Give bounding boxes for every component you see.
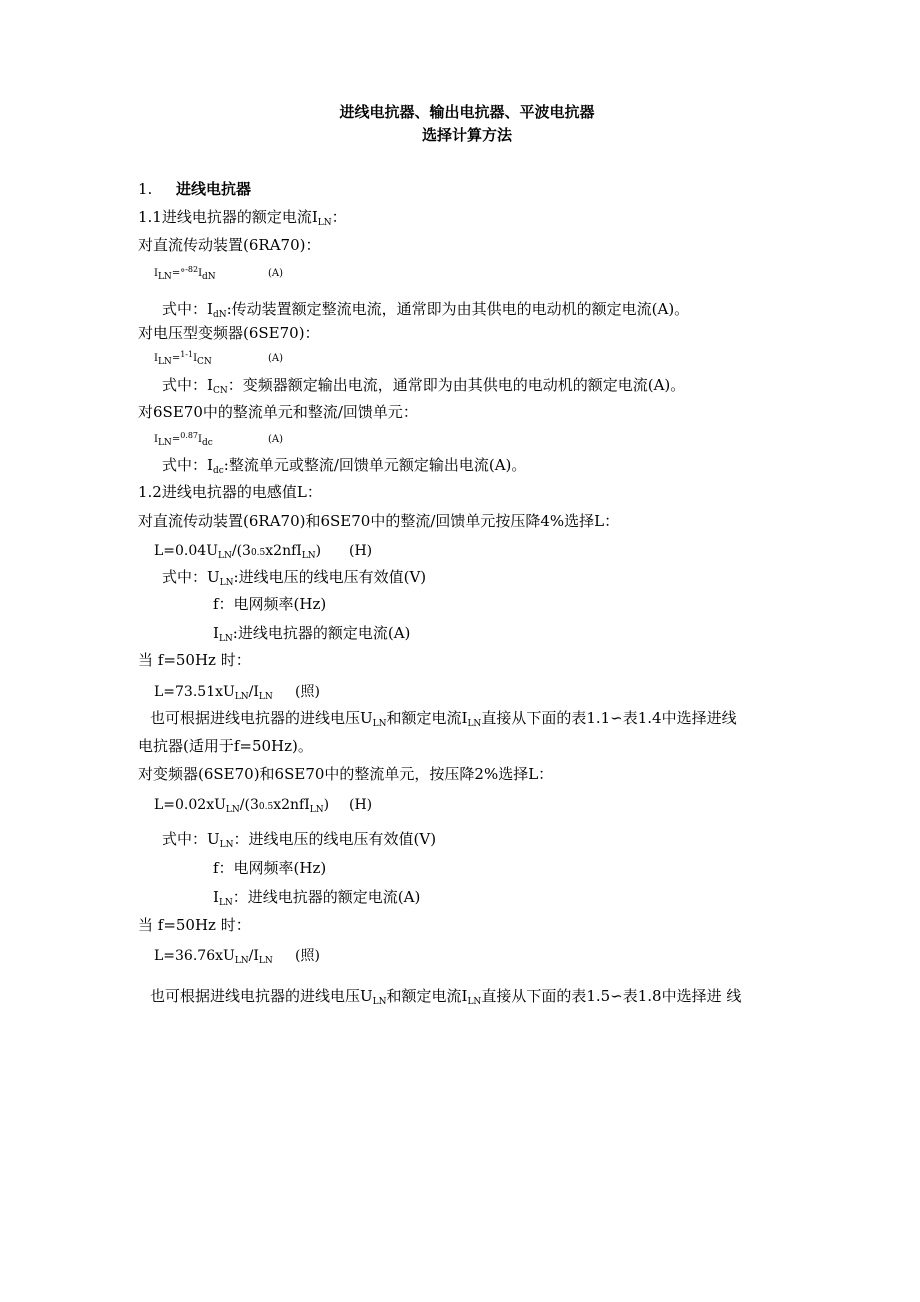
formula-6-desc-i: $I_{LN}$：进线电抗器的额定电流(A) [213,888,421,908]
subsection-1-1: 1.1进线电抗器的额定电流$I_{LN}$： [138,208,347,228]
formula-3: $I_{LN}=^{0.87}I_{dc}$ (A) [154,431,284,448]
formula-1: $I_{LN}=^\circ^{-82}I_{dN}$ (A) [154,265,284,282]
section-title: 进线电抗器 [176,180,252,198]
formula-2-desc: 式中：$I_{CN}$：变频器额定输出电流，通常即为由其供电的电动机的额定电流(A)。 [162,376,686,396]
formula-5-note: (照) [295,684,320,700]
dc-4pct-label: 对直流传动装置(6RA70)和6SE70中的整流/回馈单元按压降4%选择L： [138,512,620,530]
section-heading [138,180,251,198]
document-title: 进线电抗器、输出电抗器、平波电抗器 [339,103,595,121]
alt-selection-2: 也可根据进线电抗器的进线电压$U_{LN}$和额定电流$I_{LN}$直接从下面的表1.5∽表1.8中选择进 线 [150,987,742,1007]
formula-5: $L=73.51xU_{LN}/I_{LN}$ (照) [154,684,320,702]
formula-4-unit: (H) [349,543,373,559]
formula-7: $L=36.76xU_{LN}/I_{LN}$ (照) [154,948,320,966]
alt-selection-1: 也可根据进线电抗器的进线电压$U_{LN}$和额定电流$I_{LN}$直接从下面的表1.1∽表1.4中选择进线 [150,709,737,729]
formula-2-unit: (A) [268,353,284,364]
vfd-2pct-label: 对变频器(6SE70)和6SE70中的整流单元，按压降2%选择L： [138,765,554,783]
when-50hz-1: 当 f=50Hz 时： [138,651,251,669]
formula-3-desc: 式中：$I_{dc}$:整流单元或整流/回馈单元额定输出电流(A)。 [162,456,527,476]
formula-6-desc-f: f：电网频率(Hz) [213,859,327,877]
vsi-label: 对电压型变频器(6SE70)： [138,324,320,342]
dc-drive-label: 对直流传动装置(6RA70)： [138,236,321,254]
formula-4: $L=0.04U_{LN}/(30.5x2nfI_{LN})$ (H) [154,543,373,561]
when-50hz-2: 当 f=50Hz 时： [138,916,251,934]
formula-2: $I_{LN}=^{1-1}I_{CN}$ (A) [154,350,284,367]
formula-6-desc-u: 式中：$U_{LN}$：进线电压的线电压有效值(V) [162,830,437,850]
formula-1-unit: (A) [268,268,284,279]
document-subtitle: 选择计算方法 [421,126,512,144]
formula-7-note: (照) [295,948,320,964]
formula-6-unit: (H) [349,797,373,813]
subsection-1-2: 1.2进线电抗器的电感值L： [138,483,322,501]
formula-4-desc-f: f：电网频率(Hz) [213,595,327,613]
formula-4-desc-u: 式中：$U_{LN}$:进线电压的线电压有效值(V) [162,568,427,588]
formula-3-unit: (A) [268,434,284,445]
formula-4-desc-i: $I_{LN}$:进线电抗器的额定电流(A) [213,624,411,644]
alt-selection-1-line2: 电抗器(适用于f=50Hz)。 [138,737,313,755]
formula-1-desc: 式中：$I_{dN}$:传动装置额定整流电流，通常即为由其供电的电动机的额定电流(A)。 [162,300,690,320]
rectifier-label: 对6SE70中的整流单元和整流/回馈单元： [138,403,418,421]
formula-6: $L=0.02xU_{LN}/(30.5x2nfI_{LN})$ (H) [154,797,373,815]
section-number: 1. [138,180,153,198]
